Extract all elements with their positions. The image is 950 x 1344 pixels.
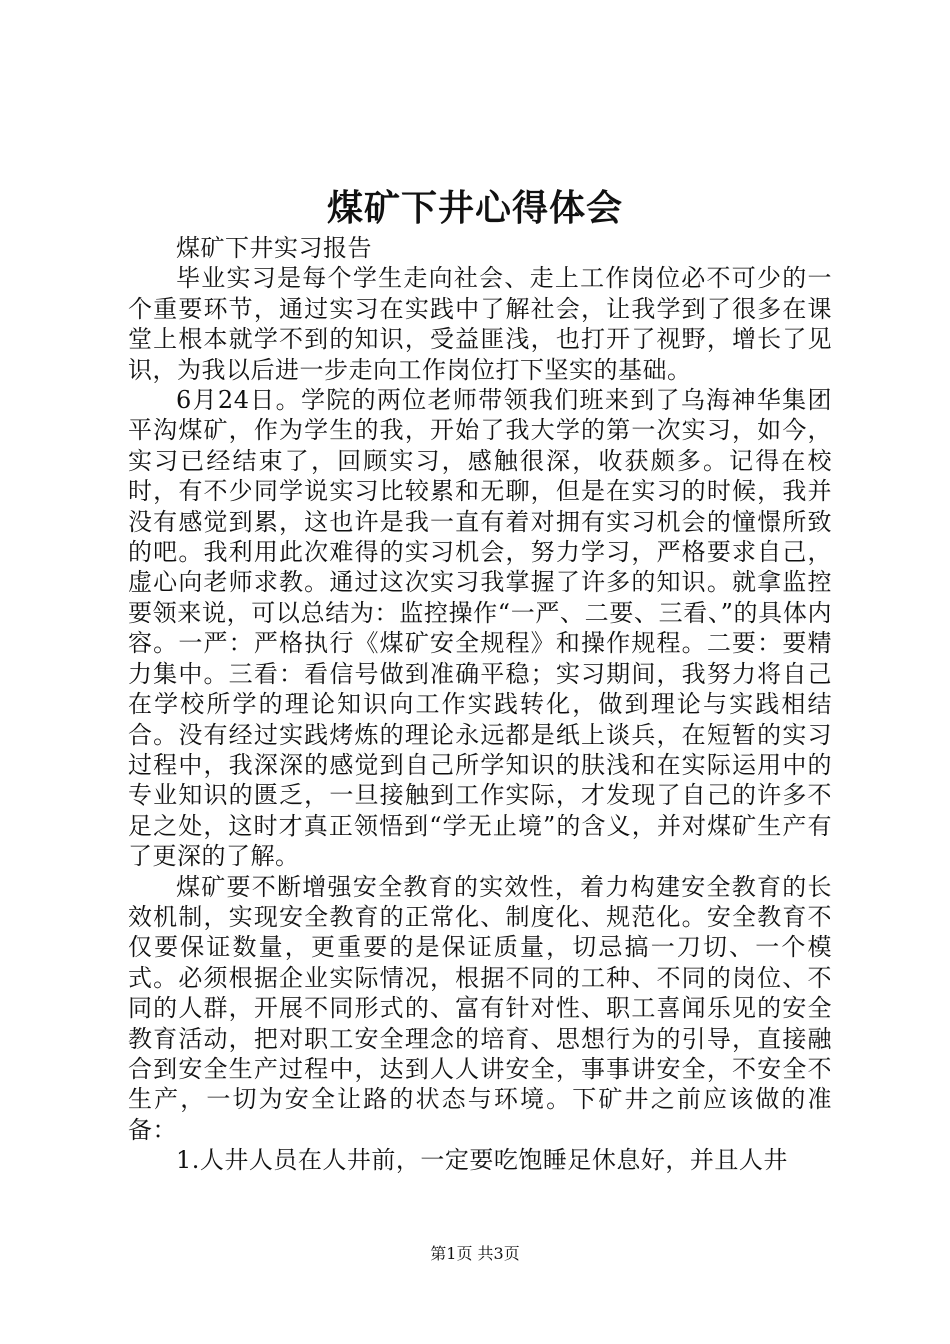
paragraph-internship: 6月24日。学院的两位老师带领我们班来到了乌海神华集团平沟煤矿，作为学生的我，开始了我大学的第一次实习，如今，实习已经结束了，回顾实习，感触很深，收获颇多。记得在校时，有不少同学说实习比较累和无聊，但是在实习的时候，我并没有感觉到累，这也许是我一直有着对拥有实习机会的憧憬所致的吧。我利用此次难得的实习机会，努力学习，严格要求自己，虚心向老师求教。通过这次实习我掌握了许多的知识。就拿监控要领来说，可以总结为：监控操作“一严、二要、三看、”的具体内容。一严：严格执行《煤矿安全规程》和操作规程。二要：要精力集中。三看：看信号做到准确平稳；实习期间，我努力将自己在学校所学的理论知识向工作实践转化，做到理论与实践相结合。没有经过实践烤炼的理论永远都是纸上谈兵，在短暂的实习过程中，我深深的感觉到自己所学知识的肤浅和在实际运用中的专业知识的匮乏，一旦接触到工作实际，才发现了自己的许多不足之处，这时才真正领悟到“学无止境”的含义，并对煤矿生产有了更深的了解。 [128,386,832,871]
document-body [128,233,832,1176]
paragraph-intro: 毕业实习是每个学生走向社会、走上工作岗位必不可少的一个重要环节，通过实习在实践中了解社会，让我学到了很多在课堂上根本就学不到的知识，受益匪浅，也打开了视野，增长了见识，为我以后进一步走向工作岗位打下坚实的基础。 [128,264,832,384]
page-footer: 第1页 共3页 [430,1244,520,1263]
document-title: 煤矿下井心得体会 [326,187,623,229]
paragraph-subtitle: 煤矿下井实习报告 [176,234,372,262]
paragraph-safety-education: 煤矿要不断增强安全教育的实效性，着力构建安全教育的长效机制，实现安全教育的正常化、制度化、规范化。安全教育不仅要保证数量，更重要的是保证质量，切忌搞一刀切、一个模式。必须根据企业实际情况，根据不同的工种、不同的岗位、不同的人群，开展不同形式的、富有针对性、职工喜闻乐见的安全教育活动，把对职工安全理念的培育、思想行为的引导，直接融合到安全生产过程中，达到人人讲安全，事事讲安全，不安全不生产，一切为安全让路的状态与环境。下矿井之前应该做的准备： [128,872,832,1144]
paragraph-list-item-1: 1.人井人员在人井前，一定要吃饱睡足休息好，并且人井 [176,1146,788,1175]
